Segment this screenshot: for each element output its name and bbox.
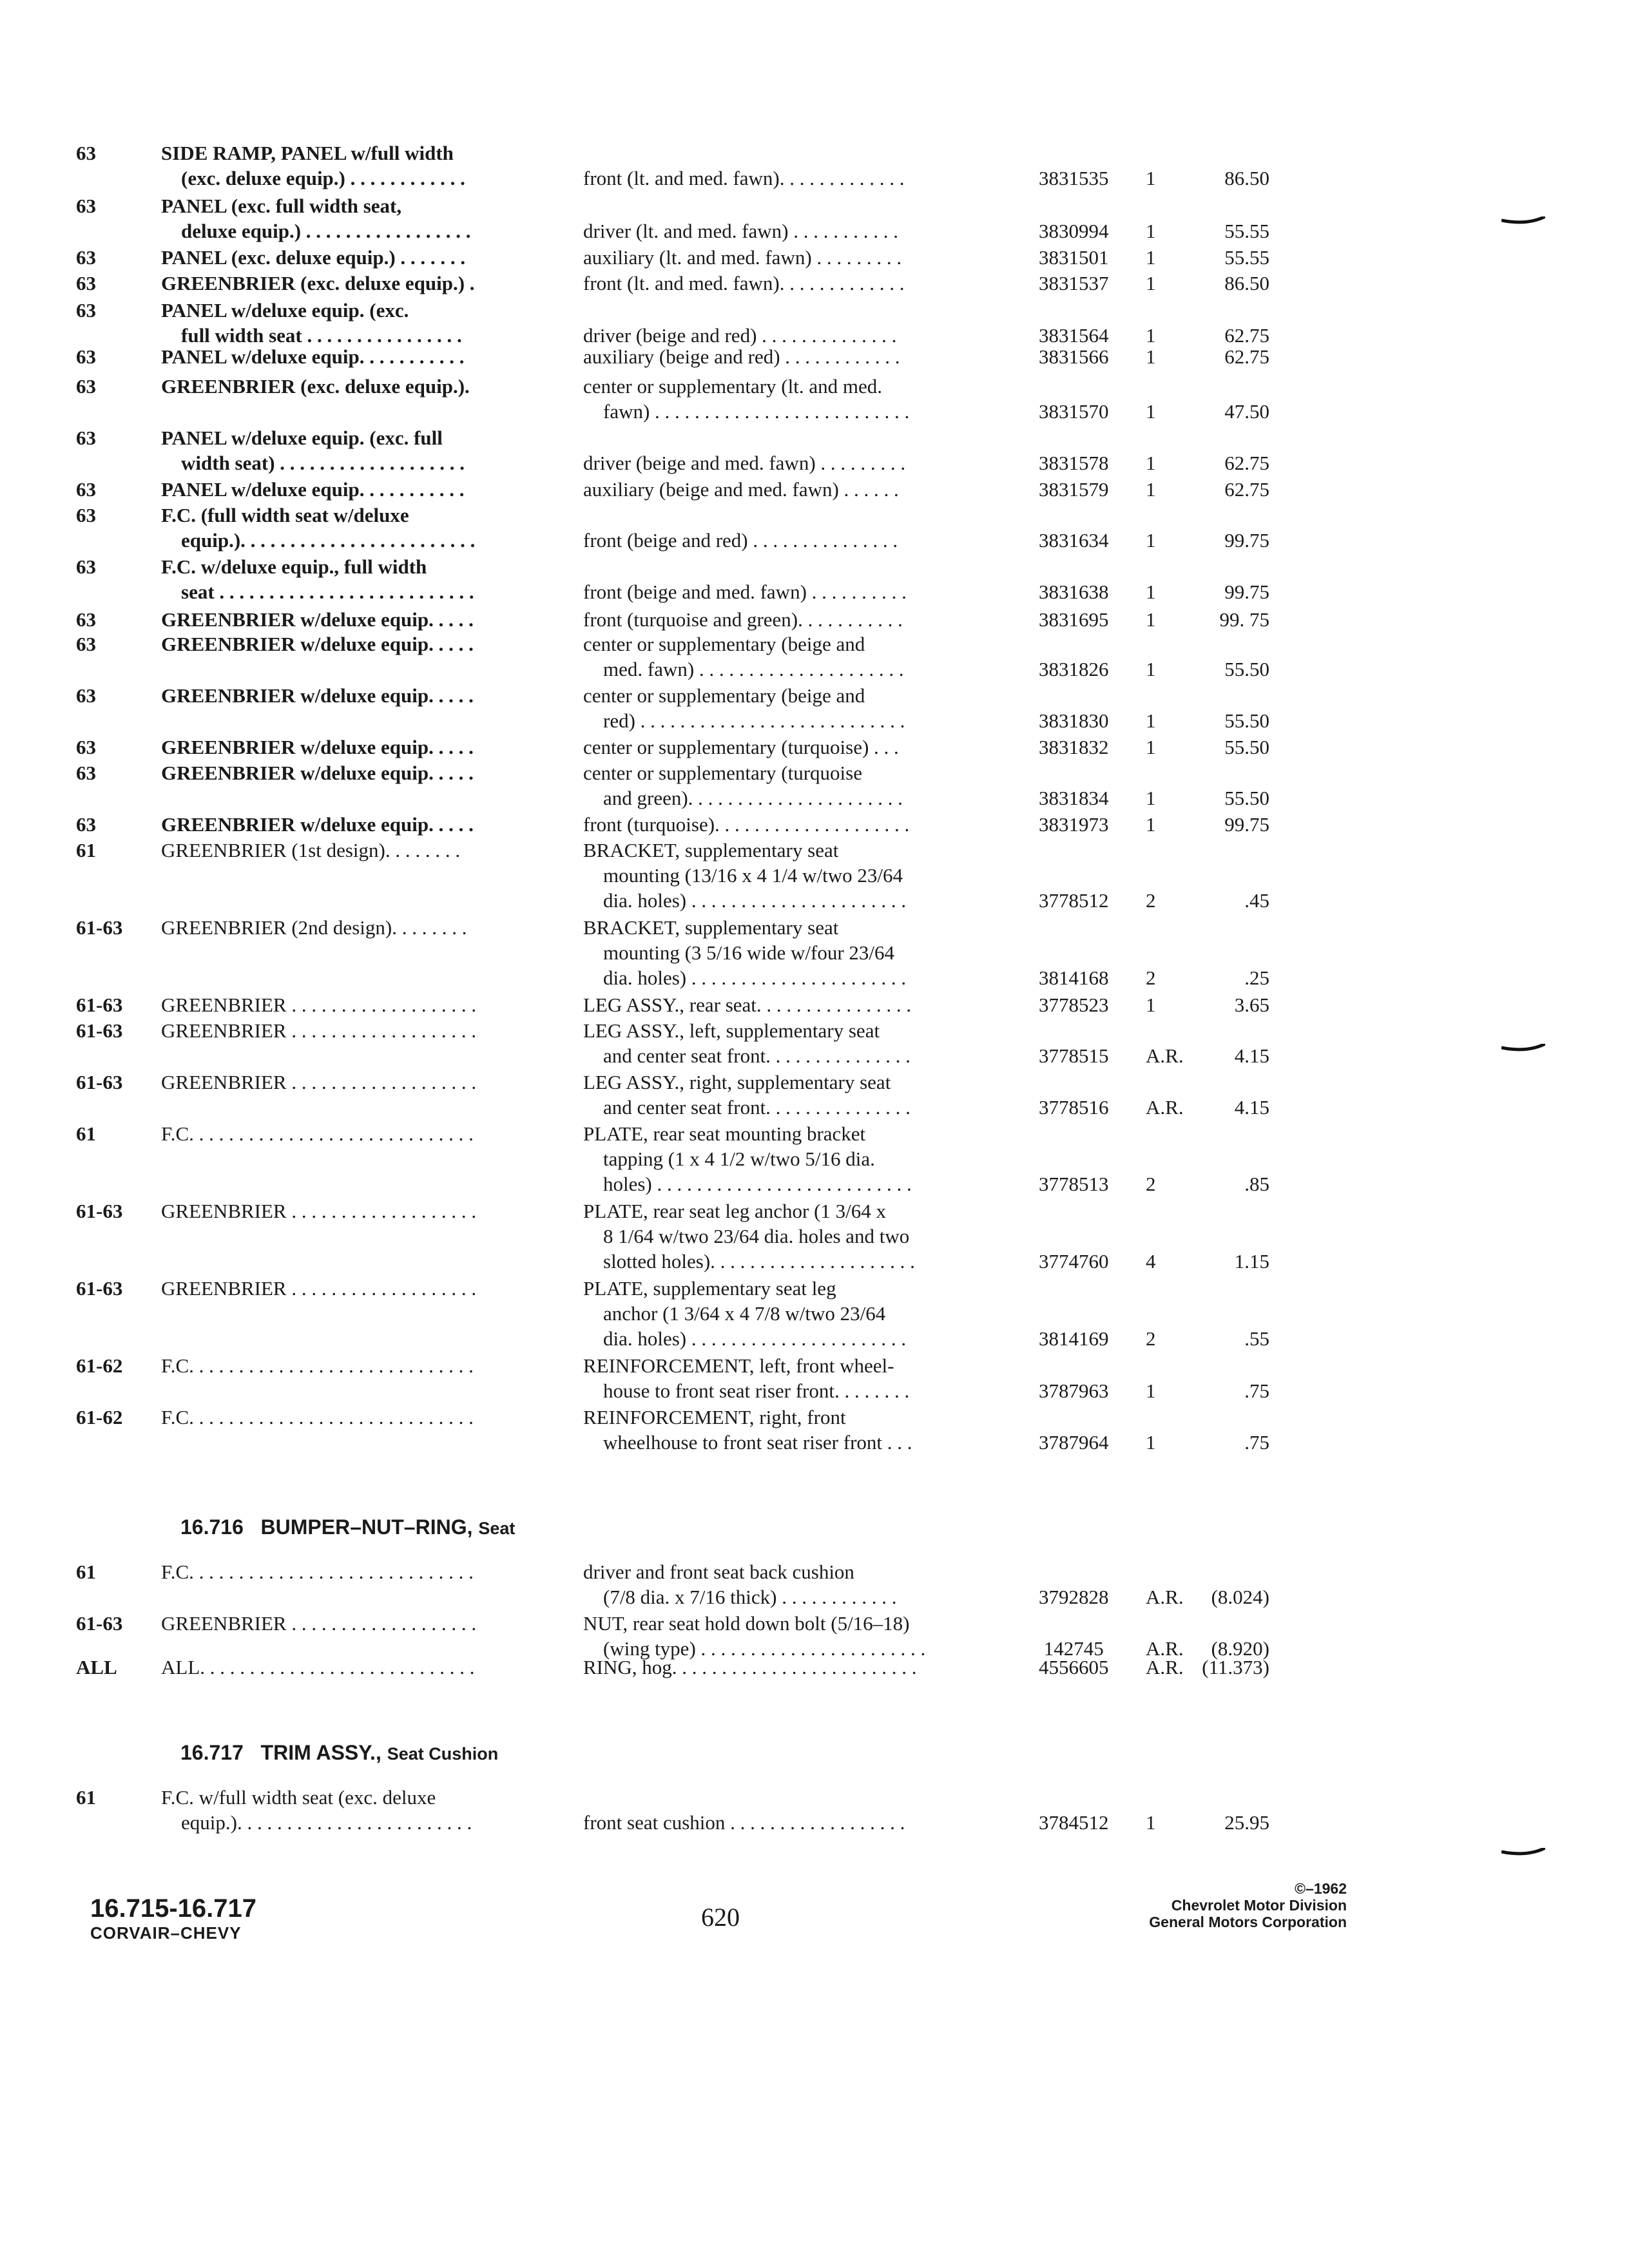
row-description: REINFORCEMENT, right, front wheelhouse to front seat riser front . . .	[583, 1406, 912, 1454]
row-quantity: A.R.	[1146, 1586, 1184, 1608]
row-model: PANEL w/deluxe equip. . . . . . . . . . .	[161, 478, 465, 501]
row-quantity: 1	[1146, 813, 1156, 836]
table-row	[0, 1353, 1629, 1405]
table-row	[0, 915, 1629, 989]
row-price: 62.75	[1224, 478, 1269, 501]
row-model: F.C. (full width seat w/deluxe equip.). . . . . . . . . . . . . . . . . . . . . . . .	[161, 504, 476, 552]
row-year: 63	[76, 504, 96, 526]
row-model: GREENBRIER . . . . . . . . . . . . . . . . . . .	[161, 1612, 477, 1635]
row-year: 61-63	[76, 1612, 123, 1635]
row-model: F.C. w/deluxe equip., full width seat . . . . . . . . . . . . . . . . . . . . . . . . . .	[161, 555, 474, 603]
row-price: 55.50	[1224, 709, 1269, 732]
row-year: 61	[76, 1786, 96, 1809]
row-quantity: 1	[1146, 994, 1156, 1016]
section-number: 16.716	[180, 1515, 244, 1539]
footer-division: Chevrolet Motor Division	[1171, 1897, 1347, 1914]
row-part-number: 3831832	[1039, 736, 1109, 758]
table-row	[0, 1276, 1629, 1350]
row-year: 61-63	[76, 1200, 123, 1222]
row-description: front (lt. and med. fawn). . . . . . . . . . . . .	[583, 167, 905, 189]
table-row	[0, 1559, 1629, 1611]
row-description: LEG ASSY., rear seat. . . . . . . . . . . . . . . .	[583, 994, 912, 1016]
row-part-number: 3831566	[1039, 345, 1109, 368]
row-part-number: 3814169	[1039, 1327, 1109, 1350]
row-price: 55.50	[1224, 736, 1269, 758]
table-row	[0, 503, 1629, 554]
table-row	[0, 1121, 1629, 1195]
row-year: 63	[76, 555, 96, 578]
row-part-number: 3831537	[1039, 272, 1109, 294]
table-row	[0, 1405, 1629, 1456]
row-year: ALL	[76, 1656, 117, 1678]
row-part-number: 3774760	[1039, 1250, 1109, 1273]
row-year: 61	[76, 839, 96, 861]
table-row	[0, 193, 1629, 245]
row-year: 61-63	[76, 1277, 123, 1300]
row-quantity: 1	[1146, 272, 1156, 294]
row-description: RING, hog. . . . . . . . . . . . . . . . . . . . . . . . .	[583, 1656, 917, 1678]
table-row	[0, 631, 1629, 683]
row-year: 61-63	[76, 1019, 123, 1042]
row-description: auxiliary (beige and med. fawn) . . . . . .	[583, 478, 899, 501]
row-quantity: 1	[1146, 246, 1156, 269]
row-part-number: 3778512	[1039, 889, 1109, 912]
row-price: 86.50	[1224, 167, 1269, 189]
row-quantity: 1	[1146, 400, 1156, 423]
row-price: (8.024)	[1211, 1586, 1269, 1608]
row-description: front (turquoise and green). . . . . . . . . . .	[583, 608, 903, 631]
row-description: driver and front seat back cushion (7/8 dia. x 7/16 thick) . . . . . . . . . . . .	[583, 1561, 897, 1608]
row-year: 63	[76, 246, 96, 269]
row-description: front (turquoise). . . . . . . . . . . . . . . . . . . .	[583, 813, 910, 836]
row-year: 63	[76, 142, 96, 164]
row-price: 62.75	[1224, 324, 1269, 347]
row-year: 61-63	[76, 916, 123, 939]
row-part-number: 3814168	[1039, 966, 1109, 989]
row-price: 62.75	[1224, 345, 1269, 368]
row-model: PANEL w/deluxe equip. (exc. full width seat . . . . . . . . . . . . . . . .	[161, 299, 462, 347]
row-price: 4.15	[1234, 1096, 1269, 1119]
row-description: NUT, rear seat hold down bolt (5/16–18) (wing type) . . . . . . . . . . . . . . . . . . . . . . .	[583, 1612, 926, 1660]
row-year: 63	[76, 762, 96, 784]
row-year: 63	[76, 813, 96, 836]
row-price: .55	[1244, 1327, 1269, 1350]
row-year: 63	[76, 345, 96, 368]
row-price: 62.75	[1224, 452, 1269, 474]
row-description: front (beige and red) . . . . . . . . . . . . . . .	[583, 529, 898, 552]
row-quantity: 1	[1146, 324, 1156, 347]
section-heading-16-716	[180, 1515, 515, 1539]
row-part-number: 142745	[1043, 1637, 1104, 1660]
row-quantity: 1	[1146, 167, 1156, 189]
row-model: F.C. . . . . . . . . . . . . . . . . . . . . . . . . . . . .	[161, 1561, 474, 1583]
row-part-number: 3831578	[1039, 452, 1109, 474]
page-number: 620	[701, 1903, 740, 1932]
row-year: 63	[76, 195, 96, 217]
row-year: 63	[76, 633, 96, 655]
table-row	[0, 838, 1629, 912]
row-part-number: 3778513	[1039, 1173, 1109, 1195]
row-year: 63	[76, 427, 96, 449]
row-part-number: 3831638	[1039, 581, 1109, 603]
table-row	[0, 1018, 1629, 1070]
row-model: GREENBRIER w/deluxe equip. . . . .	[161, 608, 474, 631]
table-row	[0, 298, 1629, 349]
row-quantity: 1	[1146, 581, 1156, 603]
table-row	[0, 1785, 1629, 1836]
row-description: front seat cushion . . . . . . . . . . . . . . . . . .	[583, 1811, 905, 1834]
row-description: center or supplementary (turquoise) . . .	[583, 736, 899, 758]
row-year: 63	[76, 272, 96, 294]
footer-section-range: 16.715-16.717	[90, 1894, 257, 1923]
row-part-number: 3792828	[1039, 1586, 1109, 1608]
row-price: 4.15	[1234, 1044, 1269, 1067]
row-model: GREENBRIER (exc. deluxe equip.).	[161, 375, 470, 398]
row-quantity: 1	[1146, 478, 1156, 501]
row-model: GREENBRIER w/deluxe equip. . . . .	[161, 762, 474, 784]
table-row	[0, 140, 1629, 192]
row-price: 99. 75	[1219, 608, 1269, 631]
row-year: 63	[76, 608, 96, 631]
row-model: GREENBRIER w/deluxe equip. . . . .	[161, 736, 474, 758]
row-price: 55.50	[1224, 787, 1269, 809]
section-number: 16.717	[180, 1741, 244, 1764]
footer-product: CORVAIR–CHEVY	[90, 1923, 242, 1943]
table-row	[0, 1655, 1629, 1706]
section-subtitle: Seat	[478, 1519, 516, 1538]
row-year: 61	[76, 1122, 96, 1145]
row-quantity: A.R.	[1146, 1044, 1184, 1067]
row-model: GREENBRIER (exc. deluxe equip.) .	[161, 272, 475, 294]
row-model: GREENBRIER . . . . . . . . . . . . . . . . . . .	[161, 1019, 477, 1042]
row-model: F.C. . . . . . . . . . . . . . . . . . . . . . . . . . . . .	[161, 1122, 474, 1145]
row-model: GREENBRIER . . . . . . . . . . . . . . . . . . .	[161, 994, 477, 1016]
row-quantity: 1	[1146, 529, 1156, 552]
row-description: front (beige and med. fawn) . . . . . . . . . .	[583, 581, 907, 603]
row-price: 99.75	[1224, 813, 1269, 836]
row-description: PLATE, rear seat mounting bracket tapping (1 x 4 1/2 w/two 5/16 dia. holes) . . . . . . . . . . . . . . . . . . . . . . . . . .	[583, 1122, 912, 1195]
row-quantity: 1	[1146, 1431, 1156, 1454]
row-description: auxiliary (beige and red) . . . . . . . . . . . .	[583, 345, 900, 368]
row-year: 61-62	[76, 1354, 123, 1377]
row-year: 63	[76, 299, 96, 322]
row-price: .45	[1244, 889, 1269, 912]
row-part-number: 3778523	[1039, 994, 1109, 1016]
row-price: 1.15	[1234, 1250, 1269, 1273]
row-part-number: 3831535	[1039, 167, 1109, 189]
section-title: BUMPER–NUT–RING,	[260, 1515, 473, 1539]
binding-mark-decoration	[1501, 1044, 1545, 1053]
row-part-number: 3831830	[1039, 709, 1109, 732]
row-price: .85	[1244, 1173, 1269, 1195]
row-part-number: 3831973	[1039, 813, 1109, 836]
row-description: BRACKET, supplementary seat mounting (3 5/16 wide w/four 23/64 dia. holes) . . . . . . . . . . . . . . . . . . . . . .	[583, 916, 907, 989]
row-description: front (lt. and med. fawn). . . . . . . . . . . . .	[583, 272, 905, 294]
row-model: PANEL w/deluxe equip. (exc. full width seat) . . . . . . . . . . . . . . . . . . .	[161, 427, 465, 474]
row-price: 86.50	[1224, 272, 1269, 294]
row-model: F.C. . . . . . . . . . . . . . . . . . . . . . . . . . . . .	[161, 1354, 474, 1377]
row-price: 99.75	[1224, 529, 1269, 552]
row-year: 61	[76, 1561, 96, 1583]
row-quantity: A.R.	[1146, 1637, 1184, 1660]
row-model: GREENBRIER w/deluxe equip. . . . .	[161, 813, 474, 836]
row-model: GREENBRIER w/deluxe equip. . . . .	[161, 684, 474, 707]
row-price: .25	[1244, 966, 1269, 989]
row-quantity: 4	[1146, 1250, 1156, 1273]
row-year: 61-63	[76, 1071, 123, 1093]
row-description: LEG ASSY., right, supplementary seat and center seat front. . . . . . . . . . . . . . .	[583, 1071, 911, 1119]
row-year: 63	[76, 684, 96, 707]
footer-copyright: ©–1962	[1295, 1880, 1347, 1897]
table-row	[0, 1070, 1629, 1121]
row-description: REINFORCEMENT, left, front wheel- house to front seat riser front. . . . . . . .	[583, 1354, 910, 1402]
row-part-number: 3831634	[1039, 529, 1109, 552]
row-quantity: 1	[1146, 1811, 1156, 1834]
row-quantity: 2	[1146, 1327, 1156, 1350]
row-model: PANEL (exc. deluxe equip.) . . . . . . .	[161, 246, 466, 269]
row-quantity: 1	[1146, 658, 1156, 680]
section-title: TRIM ASSY.,	[260, 1741, 381, 1764]
row-year: 63	[76, 736, 96, 758]
row-description: center or supplementary (beige and med. fawn) . . . . . . . . . . . . . . . . . . . . .	[583, 633, 904, 680]
table-row	[0, 1198, 1629, 1273]
row-part-number: 3831564	[1039, 324, 1109, 347]
row-model: PANEL (exc. full width seat, deluxe equip.) . . . . . . . . . . . . . . . . .	[161, 195, 471, 242]
row-quantity: 1	[1146, 736, 1156, 758]
row-price: 55.55	[1224, 246, 1269, 269]
row-quantity: 2	[1146, 966, 1156, 989]
footer-corporation: General Motors Corporation	[1149, 1914, 1347, 1930]
row-price: 99.75	[1224, 581, 1269, 603]
row-quantity: 2	[1146, 889, 1156, 912]
row-year: 61-62	[76, 1406, 123, 1428]
row-model: SIDE RAMP, PANEL w/full width (exc. deluxe equip.) . . . . . . . . . . . .	[161, 142, 465, 189]
row-year: 61-63	[76, 994, 123, 1016]
row-part-number: 3831834	[1039, 787, 1109, 809]
row-model: GREENBRIER (1st design). . . . . . . .	[161, 839, 461, 861]
row-price: 55.50	[1224, 658, 1269, 680]
row-quantity: 1	[1146, 220, 1156, 242]
row-part-number: 3831826	[1039, 658, 1109, 680]
row-description: driver (beige and red) . . . . . . . . . . . . . .	[583, 324, 897, 347]
section-heading-16-717	[180, 1741, 498, 1765]
row-quantity: 1	[1146, 345, 1156, 368]
row-price: (11.373)	[1202, 1656, 1269, 1678]
row-price: 3.65	[1234, 994, 1269, 1016]
row-quantity: 1	[1146, 608, 1156, 631]
row-description: driver (lt. and med. fawn) . . . . . . . . . . .	[583, 220, 898, 242]
row-model: GREENBRIER . . . . . . . . . . . . . . . . . . .	[161, 1277, 477, 1300]
binding-mark-decoration	[1501, 216, 1545, 226]
row-price: 55.55	[1224, 220, 1269, 242]
footer-left	[90, 1894, 256, 1943]
row-part-number: 3831695	[1039, 608, 1109, 631]
row-part-number: 3831579	[1039, 478, 1109, 501]
row-price: .75	[1244, 1431, 1269, 1454]
binding-mark-decoration	[1501, 1848, 1545, 1857]
row-year: 63	[76, 375, 96, 398]
footer-right	[1057, 1880, 1347, 1930]
row-price: 47.50	[1224, 400, 1269, 423]
row-description: BRACKET, supplementary seat mounting (13/16 x 4 1/4 w/two 23/64 dia. holes) . . . . . . . . . . . . . . . . . . . . . .	[583, 839, 907, 912]
row-model: GREENBRIER w/deluxe equip. . . . .	[161, 633, 474, 655]
row-description: center or supplementary (turquoise and green). . . . . . . . . . . . . . . . . . . . . .	[583, 762, 903, 809]
row-model: F.C. w/full width seat (exc. deluxe equip.). . . . . . . . . . . . . . . . . . . . . . . .	[161, 1786, 472, 1834]
row-quantity: A.R.	[1146, 1656, 1184, 1678]
row-description: auxiliary (lt. and med. fawn) . . . . . . . . .	[583, 246, 902, 269]
table-row	[0, 425, 1629, 477]
row-quantity: 1	[1146, 709, 1156, 732]
table-row	[0, 760, 1629, 812]
row-price: .75	[1244, 1379, 1269, 1402]
row-quantity: 1	[1146, 452, 1156, 474]
row-part-number: 3787964	[1039, 1431, 1109, 1454]
row-model: PANEL w/deluxe equip. . . . . . . . . . .	[161, 345, 465, 368]
row-quantity: 2	[1146, 1173, 1156, 1195]
row-model: GREENBRIER . . . . . . . . . . . . . . . . . . .	[161, 1071, 477, 1093]
row-part-number: 3784512	[1039, 1811, 1109, 1834]
row-part-number: 3778515	[1039, 1044, 1109, 1067]
row-part-number: 4556605	[1039, 1656, 1109, 1678]
row-model: GREENBRIER . . . . . . . . . . . . . . . . . . .	[161, 1200, 477, 1222]
row-description: center or supplementary (lt. and med. fawn) . . . . . . . . . . . . . . . . . . . . . . . . . .	[583, 375, 910, 423]
table-row	[0, 554, 1629, 606]
row-price: 25.95	[1224, 1811, 1269, 1834]
row-part-number: 3778516	[1039, 1096, 1109, 1119]
row-quantity: A.R.	[1146, 1096, 1184, 1119]
row-part-number: 3831501	[1039, 246, 1109, 269]
row-quantity: 1	[1146, 1379, 1156, 1402]
row-price: (8.920)	[1211, 1637, 1269, 1660]
section-subtitle: Seat Cushion	[387, 1744, 499, 1763]
row-model: F.C. . . . . . . . . . . . . . . . . . . . . . . . . . . . .	[161, 1406, 474, 1428]
row-quantity: 1	[1146, 787, 1156, 809]
table-row	[0, 374, 1629, 425]
row-description: LEG ASSY., left, supplementary seat and center seat front. . . . . . . . . . . . . . .	[583, 1019, 911, 1067]
row-model: ALL. . . . . . . . . . . . . . . . . . . . . . . . . . . .	[161, 1656, 475, 1678]
row-part-number: 3787963	[1039, 1379, 1109, 1402]
row-year: 63	[76, 478, 96, 501]
table-row	[0, 683, 1629, 735]
row-model: GREENBRIER (2nd design). . . . . . . .	[161, 916, 467, 939]
row-part-number: 3830994	[1039, 220, 1109, 242]
row-description: PLATE, supplementary seat leg anchor (1 3/64 x 4 7/8 w/two 23/64 dia. holes) . . . . . . . . . . . . . . . . . . . . . .	[583, 1277, 907, 1350]
row-description: center or supplementary (beige and red) . . . . . . . . . . . . . . . . . . . . . . . . . . .	[583, 684, 905, 732]
row-description: driver (beige and med. fawn) . . . . . . . . .	[583, 452, 906, 474]
row-description: PLATE, rear seat leg anchor (1 3/64 x 8 1/64 w/two 23/64 dia. holes and two slotted holes). . . . . . . . . . . . . . . . . . . . .	[583, 1200, 915, 1273]
row-part-number: 3831570	[1039, 400, 1109, 423]
